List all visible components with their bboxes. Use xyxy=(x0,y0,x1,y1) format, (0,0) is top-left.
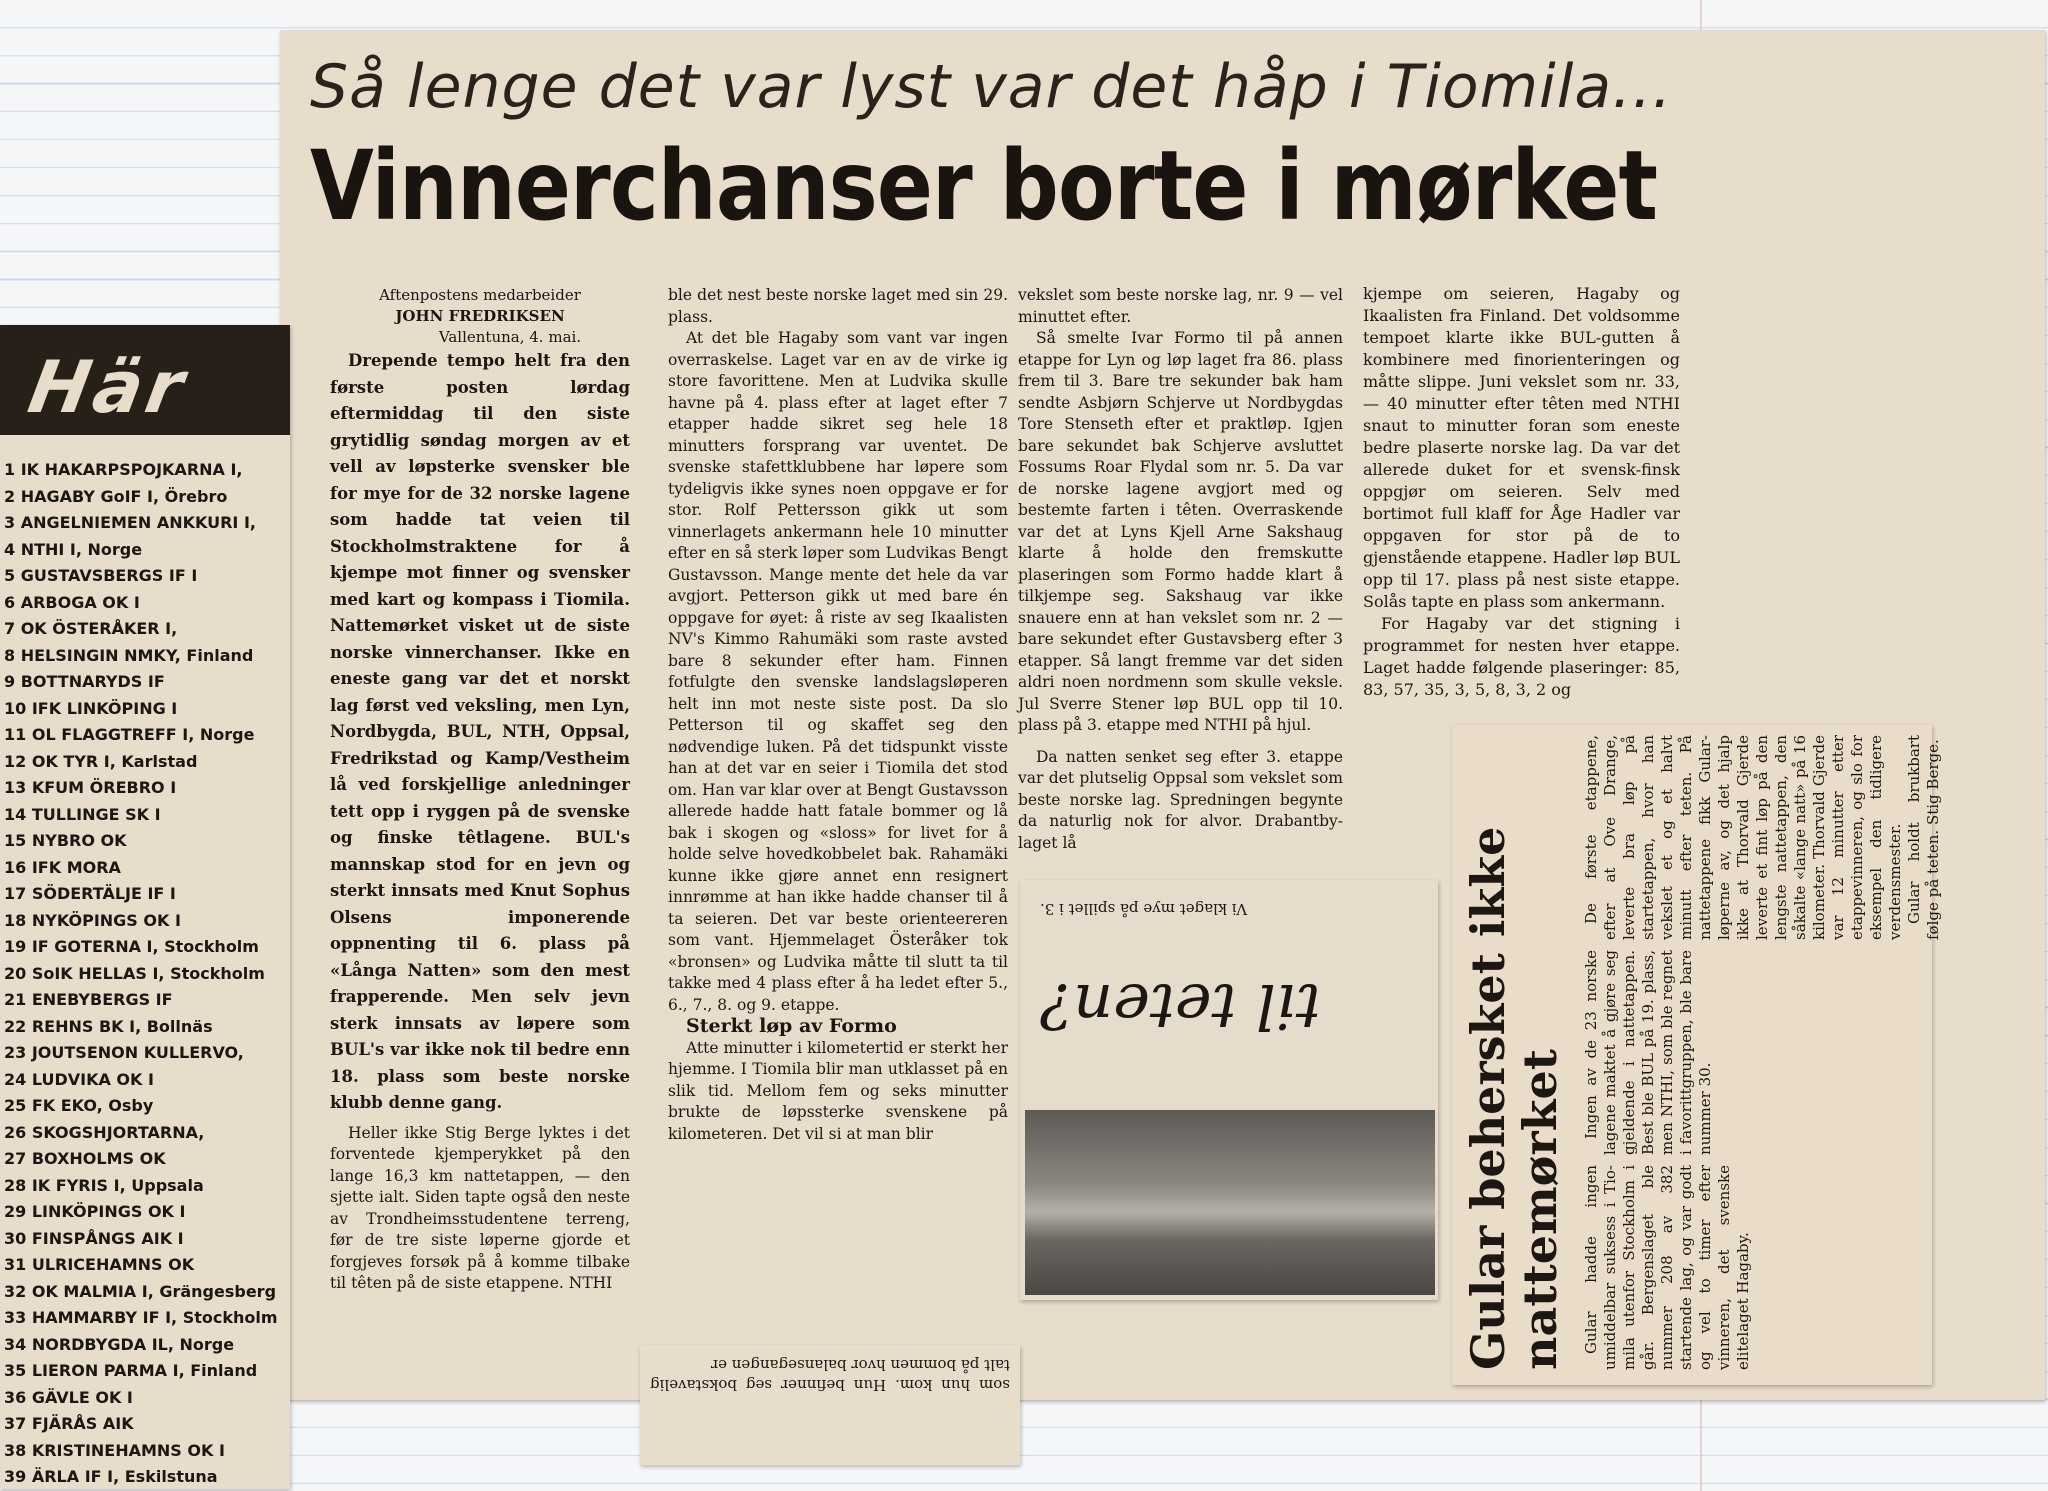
results-list-item: 18 NYKÖPINGS OK I xyxy=(4,910,181,930)
results-list-item: 10 IFK LINKÖPING I xyxy=(4,698,178,718)
results-list-item: 7 OK ÖSTERÅKER I, xyxy=(4,619,178,638)
results-list-item: 36 GÄVLE OK I xyxy=(4,1387,133,1407)
article-paragraph: For Hagaby var det stigning i programmet for nesten hver etappe. Laget hadde følgende plaseringer: 85, 83, 57, 35, 3, 5, 8, 3, 2 og xyxy=(1363,614,1680,699)
article-column-2 xyxy=(668,285,1008,1145)
byline-dateline: Vallentuna, 4. mai. xyxy=(438,328,582,346)
gular-paragraph: Ingen av de 23 norske lagene maktet å gjøre seg gjeldende i nattetappen. Best ble BUL på 19. plass, men NTHI, som ble regnet i favorittgruppen, ble bare nummer 30. xyxy=(1582,950,1714,1155)
gular-clipping xyxy=(1452,725,1942,1385)
article-paragraph: Så smelte Ivar Formo til på annen etappe for Lyn og løp laget fra 86. plass frem til 3. Bare tre sekunder bak ham sendte Asbjørn Schjerve ut Nordbygdas Tore Stenseth efter et praktløp. Igjen bare sekundet bak Schjerve avsluttet Fossums Roar Flydal som nr. 5. Da var de norske lagene avgjort med og bestemte farten i têten. Overraskende var det at Lyns Kjell Arne Sakshaug klarte å holde den fremskutte plaseringen som Formo hadde klart å tilkjempe seg. Sakshaug var ikke snauere enn at han vekslet som nr. 2 — bare sekundet efter Gustavsberg efter 3 etapper. Så langt fremme var det siden aldri noen nordmenn som skulle veksle. Jul Sverre Stener løp BUL opp til 10. plass på 3. etappe med NTHI på hjul. xyxy=(1018,329,1343,734)
results-list-item: 14 TULLINGE SK I xyxy=(4,804,161,824)
results-list-item: 33 HAMMARBY IF I, Stockholm xyxy=(4,1308,278,1327)
article-paragraph: ble det nest beste norske laget med sin 29. plass. xyxy=(668,286,1008,326)
results-list-item: 35 LIERON PARMA I, Finland xyxy=(4,1361,258,1380)
results-list-item: 12 OK TYR I, Karlstad xyxy=(4,751,198,771)
byline-role: Aftenpostens medarbeider xyxy=(379,286,581,304)
results-list-item: 28 IK FYRIS I, Uppsala xyxy=(4,1175,204,1195)
results-list-item: 30 FINSPÅNGS AIK I xyxy=(4,1228,184,1248)
upside-down-stub-text: som hun kom. Hun befinner seg bokstavelig talt på bommen hvor balansegangen er xyxy=(650,1356,1010,1394)
results-list-item: 19 IF GOTERNA I, Stockholm xyxy=(4,937,259,956)
gular-paragraph: De første etappene, efter at Ove Drange, leverte bra løp på startetappen, hvor han vekslet et og et halvt minutt efter teten. På nattetappene fikk Gular-løperne av, og det hjalp ikke at Thorvald Gjerde leverte et fint løp på den lengste nattetappen, den såkalte «lange natt» på 16 kilometer. Thorvald Gjerde var 12 minutter etter etappevinneren, og slo for eksempel den tidligere verdensmester. xyxy=(1582,735,1904,940)
results-list-item: 39 ÄRLA IF I, Eskilstuna xyxy=(4,1467,218,1486)
gular-column-3 xyxy=(1582,735,1943,940)
gular-column-2 xyxy=(1582,950,1715,1155)
gular-paragraph: Gular hadde ingen umiddelbar suksess i Tio-mila utenfor Stockholm i går. Bergenslaget ble nummer 208 av 382 startende lag, og var godt og vel to timer efter vinneren, det svenske elitelaget Hagaby. xyxy=(1582,1165,1752,1370)
results-list-item: 1 IK HAKARPSPOJKARNA I, xyxy=(4,460,243,479)
article-paragraph: At det ble Hagaby som vant var ingen overraskelse. Laget var en av de virke ig store favorittene. Men at Ludvika skulle havne på 4. plass efter at laget efter 7 etapper hadde sikret seg hele 18 minutters forsprang var uventet. De svenske stafettklubbene har løpere som tydeligvis ikke synes noen oppgave er for stor. Rolf Pettersson gikk ut som vinnerlagets ankermann hele 10 minutter efter en så sterk løper som Ludvikas Bengt Gustavsson. Mange mente det hele da var avgjort. Petterson gikk ut med bare én oppgave for øyet: å riste av seg Ikaalisten NV's Kimmo Rahumäki som raste avsted bare 8 sekunder efter ham. Finnen fotfulgte den svenske landslagsløperen helt inn mot neste siste post. Da slo Petterson til og skaffet seg den nødvendige luken. På det tidspunkt visste han at det var en seier i Tiomila det stod om. Han var klar over at Bengt Gustavsson allerede hadde hatt fatale bommer og lå bak i skogen og «sloss» for livet for å holde selve hovedkobbelet bak. Rahamäki kunne ikke gjøre annet enn resignert innrømme at han ikke hadde chanser til å ta seieren. Det var beste orienteereren som vant. Hjemmelaget Österåker tok «bronsen» og Ludvika måtte til slutt ta til takke med 4 plass efter å ha ledet efter 5., 6., 7., 8. og 9. etappe. xyxy=(668,329,1008,1014)
bottom-stub-clipping xyxy=(640,1345,1020,1465)
results-title: Här xyxy=(22,345,194,429)
byline-author: JOHN FREDRIKSEN xyxy=(395,307,565,325)
results-list-item: 34 NORDBYGDA IL, Norge xyxy=(4,1334,235,1354)
results-clipping xyxy=(0,325,290,1489)
results-list-item: 20 SoIK HELLAS I, Stockholm xyxy=(4,963,265,983)
results-list-item: 26 SKOGSHJORTARNA, xyxy=(4,1122,205,1142)
article-subheading: Sterkt løp av Formo xyxy=(686,1015,897,1037)
results-list-item: 23 JOUTSENON KULLERVO, xyxy=(4,1043,244,1062)
article-column-1 xyxy=(330,285,630,1295)
results-list-item: 17 SÖDERTÄLJE IF I xyxy=(4,884,176,903)
article-column-3 xyxy=(1018,285,1343,854)
results-list-item: 3 ANGELNIEMEN ANKKURI I, xyxy=(4,513,256,532)
article-paragraph: vekslet som beste norske lag, nr. 9 — vel minuttet efter. xyxy=(1018,286,1343,326)
results-list-item: 27 BOXHOLMS OK xyxy=(4,1149,166,1168)
results-list-item: 21 ENEBYBERGS IF xyxy=(4,990,173,1009)
upside-down-snippet: Vi klaget mye på spillet i 3. xyxy=(1040,900,1248,918)
results-list-item: 2 HAGABY GoIF I, Örebro xyxy=(4,486,228,506)
article-paragraph: Atte minutter i kilometertid er sterkt her hjemme. I Tiomila blir man utklasset på en slik tid. Mellom fem og seks minutter brukte de løpssterke svenskene på kilometeren. Det vil si at man blir xyxy=(668,1038,1008,1143)
results-list-item: 22 REHNS BK I, Bollnäs xyxy=(4,1016,213,1036)
results-list-item: 6 ARBOGA OK I xyxy=(4,592,140,612)
results-list-item: 37 FJÄRÅS AIK xyxy=(4,1414,134,1433)
results-list-item: 24 LUDVIKA OK I xyxy=(4,1069,154,1089)
gular-rotated-content xyxy=(1457,730,1942,1380)
results-list-item: 29 LINKÖPINGS OK I xyxy=(4,1202,186,1221)
article-paragraph: Heller ikke Stig Berge lyktes i det forventede kjemperykket på den lange 16,3 km nattetappen, — den sjette ialt. Siden tapte også den neste av Trondheimsstudentene terreng, før de tre siste løperne gjorde et forgjeves forsøk på å komme tilbake til têten på de siste etappene. NTHI xyxy=(330,1123,630,1292)
article-column-4 xyxy=(1363,283,1680,701)
results-list-item: 9 BOTTNARYDS IF xyxy=(4,672,165,691)
results-list xyxy=(4,457,278,1491)
results-list-item: 5 GUSTAVSBERGS IF I xyxy=(4,566,198,585)
results-list-item: 11 OL FLAGGTREFF I, Norge xyxy=(4,725,255,744)
upside-down-headline: til teten? xyxy=(1040,970,1321,1043)
results-title-bar xyxy=(0,325,290,435)
gular-headline: Gular behersket ikke nattemørket xyxy=(1461,826,1567,1370)
results-list-item: 25 FK EKO, Osby xyxy=(4,1096,154,1115)
results-list-item: 15 NYBRO OK xyxy=(4,831,127,850)
article-lead: Drepende tempo helt fra den første posten lørdag eftermiddag til den siste grytidlig søndag morgen av et vell av løpsterke svensker ble for mye for de 32 norske lagene som hadde tat veien til Stockholmstraktene for å kjempe mot finner og svensker med kart og kompass i Tiomila. Nattemørket visket ut de siste norske vinnerchanser. Ikke en eneste gang var det et norskt lag først ved veksling, men Lyn, Nordbygda, BUL, NTH, Oppsal, Fredrikstad og Kamp/Vestheim lå ved forskjellige anledninger tett opp i ryggen på de svenske og finske têtlagene. BUL's mannskap stod for en jevn og sterkt innsats med Knut Sophus Olsens imponerende oppnenting til 6. plass på «Långa Natten» som den mest frapperende. Men selv jevn sterk innsats av løpere som BUL's var ikke nok til bedre enn 18. plass som beste norske klubb denne gang. xyxy=(330,351,630,1112)
results-list-item: 8 HELSINGIN NMKY, Finland xyxy=(4,645,254,665)
results-list-item: 31 ULRICEHAMNS OK xyxy=(4,1255,195,1274)
article-kicker: Så lenge det var lyst var det håp i Tiomila... xyxy=(310,52,1673,122)
article-headline: Vinnerchanser borte i mørket xyxy=(310,130,1658,242)
results-list-item: 4 NTHI I, Norge xyxy=(4,539,143,559)
article-byline xyxy=(330,285,630,348)
results-list-item: 32 OK MALMIA I, Grängesberg xyxy=(4,1281,277,1301)
results-list-item: 38 KRISTINEHAMNS OK I xyxy=(4,1440,225,1460)
newspaper-photo xyxy=(1025,1110,1435,1295)
gular-column-1 xyxy=(1582,1165,1753,1370)
article-paragraph: kjempe om seieren, Hagaby og Ikaalisten fra Finland. Det voldsomme tempoet klarte ikke BUL-gutten å kombinere med finorienteringen og måtte slippe. Juni vekslet som nr. 33, — 40 minutter efter têten med NTHI snaut to minutter foran som eneste bedre plaserte norske lag. Da var det allerede duket for et svensk-finsk oppgjør om seieren. Selv med bortimot full klaff for Åge Hadler var oppgaven for stor på de to gjenstående etappene. Hadler løp BUL opp til 17. plass på nest siste etappe. Solås tapte en plass som ankermann. xyxy=(1363,284,1680,611)
results-list-item: 16 IFK MORA xyxy=(4,857,121,877)
gular-paragraph: Gular holdt brukbart følge på teten. Stig Berge. xyxy=(1905,735,1942,940)
photo-clipping xyxy=(1020,880,1438,1300)
article-paragraph: Da natten senket seg efter 3. etappe var det plutselig Oppsal som vekslet som beste norske lag. Spredningen begynte da naturlig nok for alvor. Drabantby-laget lå xyxy=(1018,747,1343,852)
results-list-item: 13 KFUM ÖREBRO I xyxy=(4,778,177,797)
